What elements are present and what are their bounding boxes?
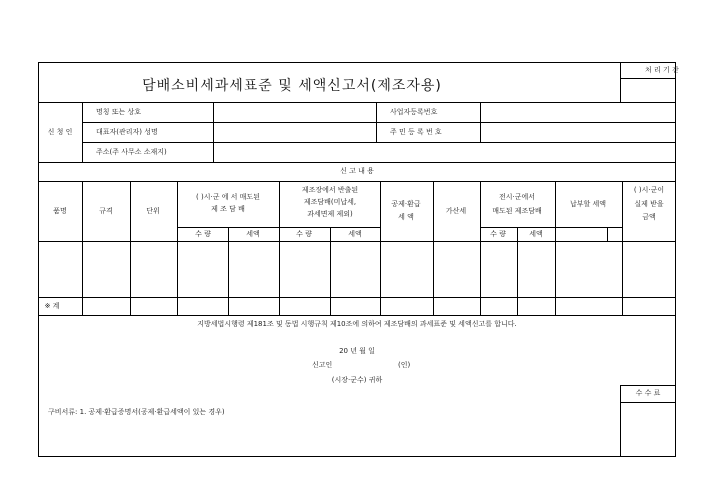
other-header-line2: 매도된 제조담배 xyxy=(492,207,542,215)
applicant-col-line xyxy=(82,102,83,162)
col-line-2 xyxy=(130,181,131,315)
applicant-bottom-line xyxy=(38,162,676,163)
applicant-mid-divider xyxy=(376,102,377,142)
applicant-row-line-1 xyxy=(82,122,676,123)
resident-number-label: 주 민 등 록 번 호 xyxy=(390,128,442,136)
date-line: 20 년 월 일 xyxy=(339,347,375,355)
taken-tax-header: 세액 xyxy=(348,230,362,238)
payable-header: 납부할 세액 xyxy=(569,200,607,208)
surcharge-header: 가산세 xyxy=(445,207,467,215)
other-qty-header: 수 량 xyxy=(490,230,506,238)
taken-qty-header: 수 량 xyxy=(296,230,312,238)
applicant-section-label: 신 청 인 xyxy=(47,128,73,136)
title-bottom-line xyxy=(38,102,676,103)
name-label: 명칭 또는 상호 xyxy=(96,108,142,116)
legal-statement: 지방세법시행령 제181조 및 동법 시행규칙 제10조에 의하여 제조담배의 과세표준 및 세액신고를 합니다. xyxy=(197,320,517,328)
subheader-line-b xyxy=(480,227,622,228)
fee-box-divider xyxy=(620,402,676,403)
subheader-line-a xyxy=(177,227,380,228)
seal-label: (인) xyxy=(398,361,411,369)
representative-label: 대표자(관리자) 성명 xyxy=(96,128,158,136)
deduct-header-line1: 공제·환급 xyxy=(391,200,421,208)
sold-tax-header: 세액 xyxy=(246,230,260,238)
col-line-1 xyxy=(82,181,83,315)
col-line-8b xyxy=(607,227,608,241)
sold-qty-header: 수 량 xyxy=(195,230,211,238)
col-line-8 xyxy=(555,181,556,315)
unit-header: 단위 xyxy=(146,207,160,215)
taken-header-line2: 제조담배(미납세, xyxy=(303,198,357,206)
total-label: ※ 계 xyxy=(44,302,60,310)
other-header-line1: 전시·군에서 xyxy=(498,193,536,201)
other-tax-header: 세액 xyxy=(529,230,543,238)
fee-box-top xyxy=(620,385,676,386)
applicant-row-line-2 xyxy=(82,142,676,143)
taken-header-line1: 제조장에서 반출된 xyxy=(301,186,359,194)
attachments-note: 구비서류: 1. 공제·환급증명서(공제·환급세액이 있는 경우) xyxy=(48,408,225,416)
processing-box-border xyxy=(620,62,621,102)
col-line-7 xyxy=(480,181,481,315)
fee-label: 수 수 료 xyxy=(635,389,661,397)
col-line-3 xyxy=(177,181,178,315)
header-bottom-line xyxy=(38,241,676,242)
col-line-5 xyxy=(380,181,381,315)
actual-header-line3: 금액 xyxy=(642,213,656,221)
processing-period-label: 처 리 기 간 xyxy=(645,66,679,74)
fee-box-border xyxy=(620,385,621,457)
report-content-header: 신 고 내 용 xyxy=(340,167,374,175)
processing-box-divider xyxy=(620,78,676,79)
address-label: 주소(주 사무소 소재지) xyxy=(96,148,167,156)
actual-header-line2: 실제 받을 xyxy=(634,200,664,208)
sold-header-line1: ( )시·군 에 서 매도된 xyxy=(196,193,260,201)
deduct-header-line2: 세 액 xyxy=(398,213,414,221)
col-line-6 xyxy=(433,181,434,315)
reporter-label: 신고인 xyxy=(312,361,333,369)
business-number-label: 사업자등록번호 xyxy=(390,108,438,116)
sold-header-line2: 제 조 담 배 xyxy=(211,205,245,213)
spec-header: 규격 xyxy=(99,207,113,215)
col-line-4 xyxy=(279,181,280,315)
form-title: 담배소비세과세표준 및 세액신고서(제조자용) xyxy=(142,78,442,94)
table-bottom-line xyxy=(38,315,676,316)
total-row-line xyxy=(38,297,676,298)
applicant-right-divider xyxy=(480,102,481,142)
applicant-label-divider xyxy=(213,102,214,162)
report-header-line xyxy=(38,181,676,182)
item-header: 품명 xyxy=(53,207,67,215)
recipient-label: (시장·군수) 귀하 xyxy=(331,376,383,384)
actual-header-line1: ( )시·군이 xyxy=(633,186,665,194)
col-line-9 xyxy=(622,181,623,315)
taken-header-line3: 과세면제 제외) xyxy=(307,210,353,218)
